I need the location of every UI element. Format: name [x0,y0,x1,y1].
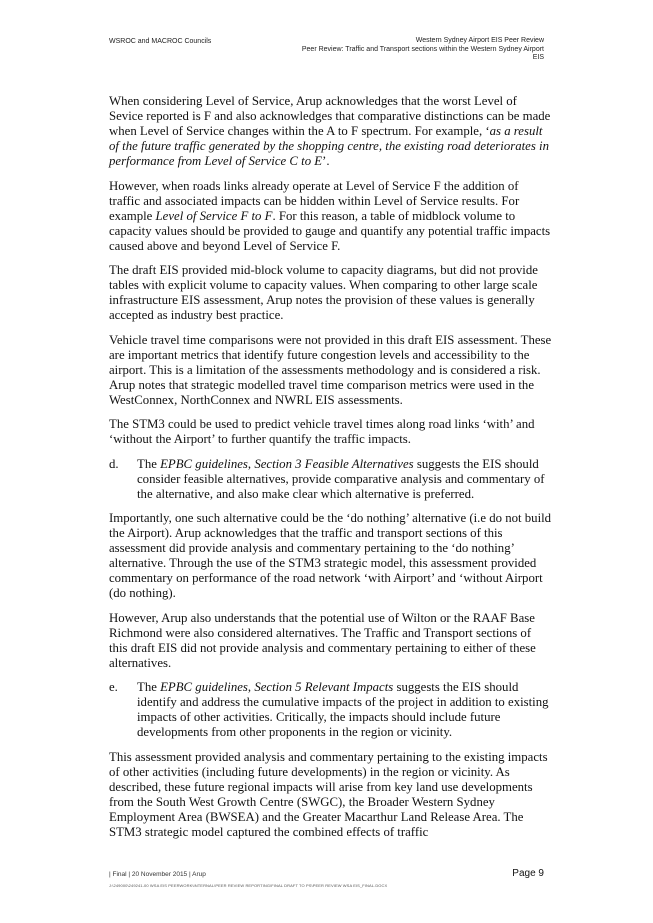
list-item-e: e. The EPBC guidelines, Section 5 Relevant Impacts suggests the EIS should identify and address the cumulative impacts of the project in addition to existing impacts of other activities. Critically, the impacts should include future developments from other proponents in the region or vicinity. [109,680,549,739]
paragraph-los-f: However, when roads links already operate at Level of Service F the addition of traffic and associated impacts can be hidden within Level of Service results. For example Level of Service F to F. For this reason, a table of midblock volume to capacity values should be provided to gauge and quantify any potential traffic impacts caused above and beyond Level of Service F. [109,178,551,253]
paragraph-cumulative-impacts: This assessment provided analysis and commentary pertaining to the existing impacts of other activities (including future developments) in the region or vicinity. As described, these future regional impacts will arise from key land use developments from the South West Growth Centre (SWGC), the Broader Western Sydney Employment Area (BWSEA) and the Greater Macarthur Land Release Area. The STM3 strategic model captured the combined effects of traffic [109,749,548,839]
list-item-d: d. The EPBC guidelines, Section 3 Feasible Alternatives suggests the EIS should consider feasible alternatives, provide comparative analysis and commentary of the alternative, and also make clear which alternative is preferred. [109,456,545,501]
footer-status: | Final | 20 November 2015 | Arup [109,871,206,878]
header-title-line-2: Peer Review: Traffic and Transport sections within the Western Sydney Airport [301,45,544,53]
header-title-line-1: Western Sydney Airport EIS Peer Review [415,37,544,44]
page-number: Page 9 [512,868,544,879]
paragraph-travel-time: Vehicle travel time comparisons were not provided in this draft EIS assessment. These are important metrics that identify future congestion levels and accessibility to the airport. This is a limitation of the assessments methodology and is considered a risk. Arup notes that strategic modelled travel time comparison metrics were used in the WestConnex, NorthConnex and NWRL EIS assessments. [109,332,552,407]
paragraph-do-nothing: Importantly, one such alternative could be the ‘do nothing’ alternative (i.e do not build the Airport). Arup acknowledges that the traffic and transport sections of this assessment did provide analysis and commentary pertaining to the ‘do nothing’ alternative. Through the use of the STM3 strategic model, this assessment provided commentary on performance of the road network ‘with Airport’ and ‘without Airport (do nothing). [109,511,552,600]
header-document-title [302,37,544,63]
footer-file-path: J:\249000\249241-00 WSA EIS PEERWORK\INTERNAL\PEER REVIEW REPORTING\FINAL DRAFT TO PS\PEER REVIEW WSA EIS_FINAL.DOCX [109,883,388,888]
paragraph-level-of-service: When considering Level of Service, Arup acknowledges that the worst Level of Sevice reported is F and also acknowledges that comparative distinctions can be made when Level of Service changes within the A to F spectrum. For example, ‘as a result of the future traffic generated by the shopping centre, the existing road deteriorates in performance from Level of Service C to E’. [109,94,551,168]
paragraph-stm3: The STM3 could be used to predict vehicle travel times along road links ‘with’ and ‘without the Airport’ to further quantify the traffic impacts. [109,417,535,446]
list-item-label: d. [109,456,119,471]
paragraph-volume-capacity: The draft EIS provided mid-block volume to capacity diagrams, but did not provide tables with explicit volume to capacity values. When comparing to other large scale infrastructure EIS assessment, Arup notes the provision of these values is generally accepted as industry best practice. [109,263,538,322]
header-title-line-3: EIS [532,54,544,61]
header-organisation: WSROC and MACROC Councils [109,38,212,45]
paragraph-alternatives: However, Arup also understands that the potential use of Wilton or the RAAF Base Richmond were also considered alternatives. The Traffic and Transport sections of this draft EIS did not provide analysis and commentary pertaining to either of these alternatives. [109,610,536,670]
list-item-label: e. [109,680,118,694]
document-body [109,94,552,849]
